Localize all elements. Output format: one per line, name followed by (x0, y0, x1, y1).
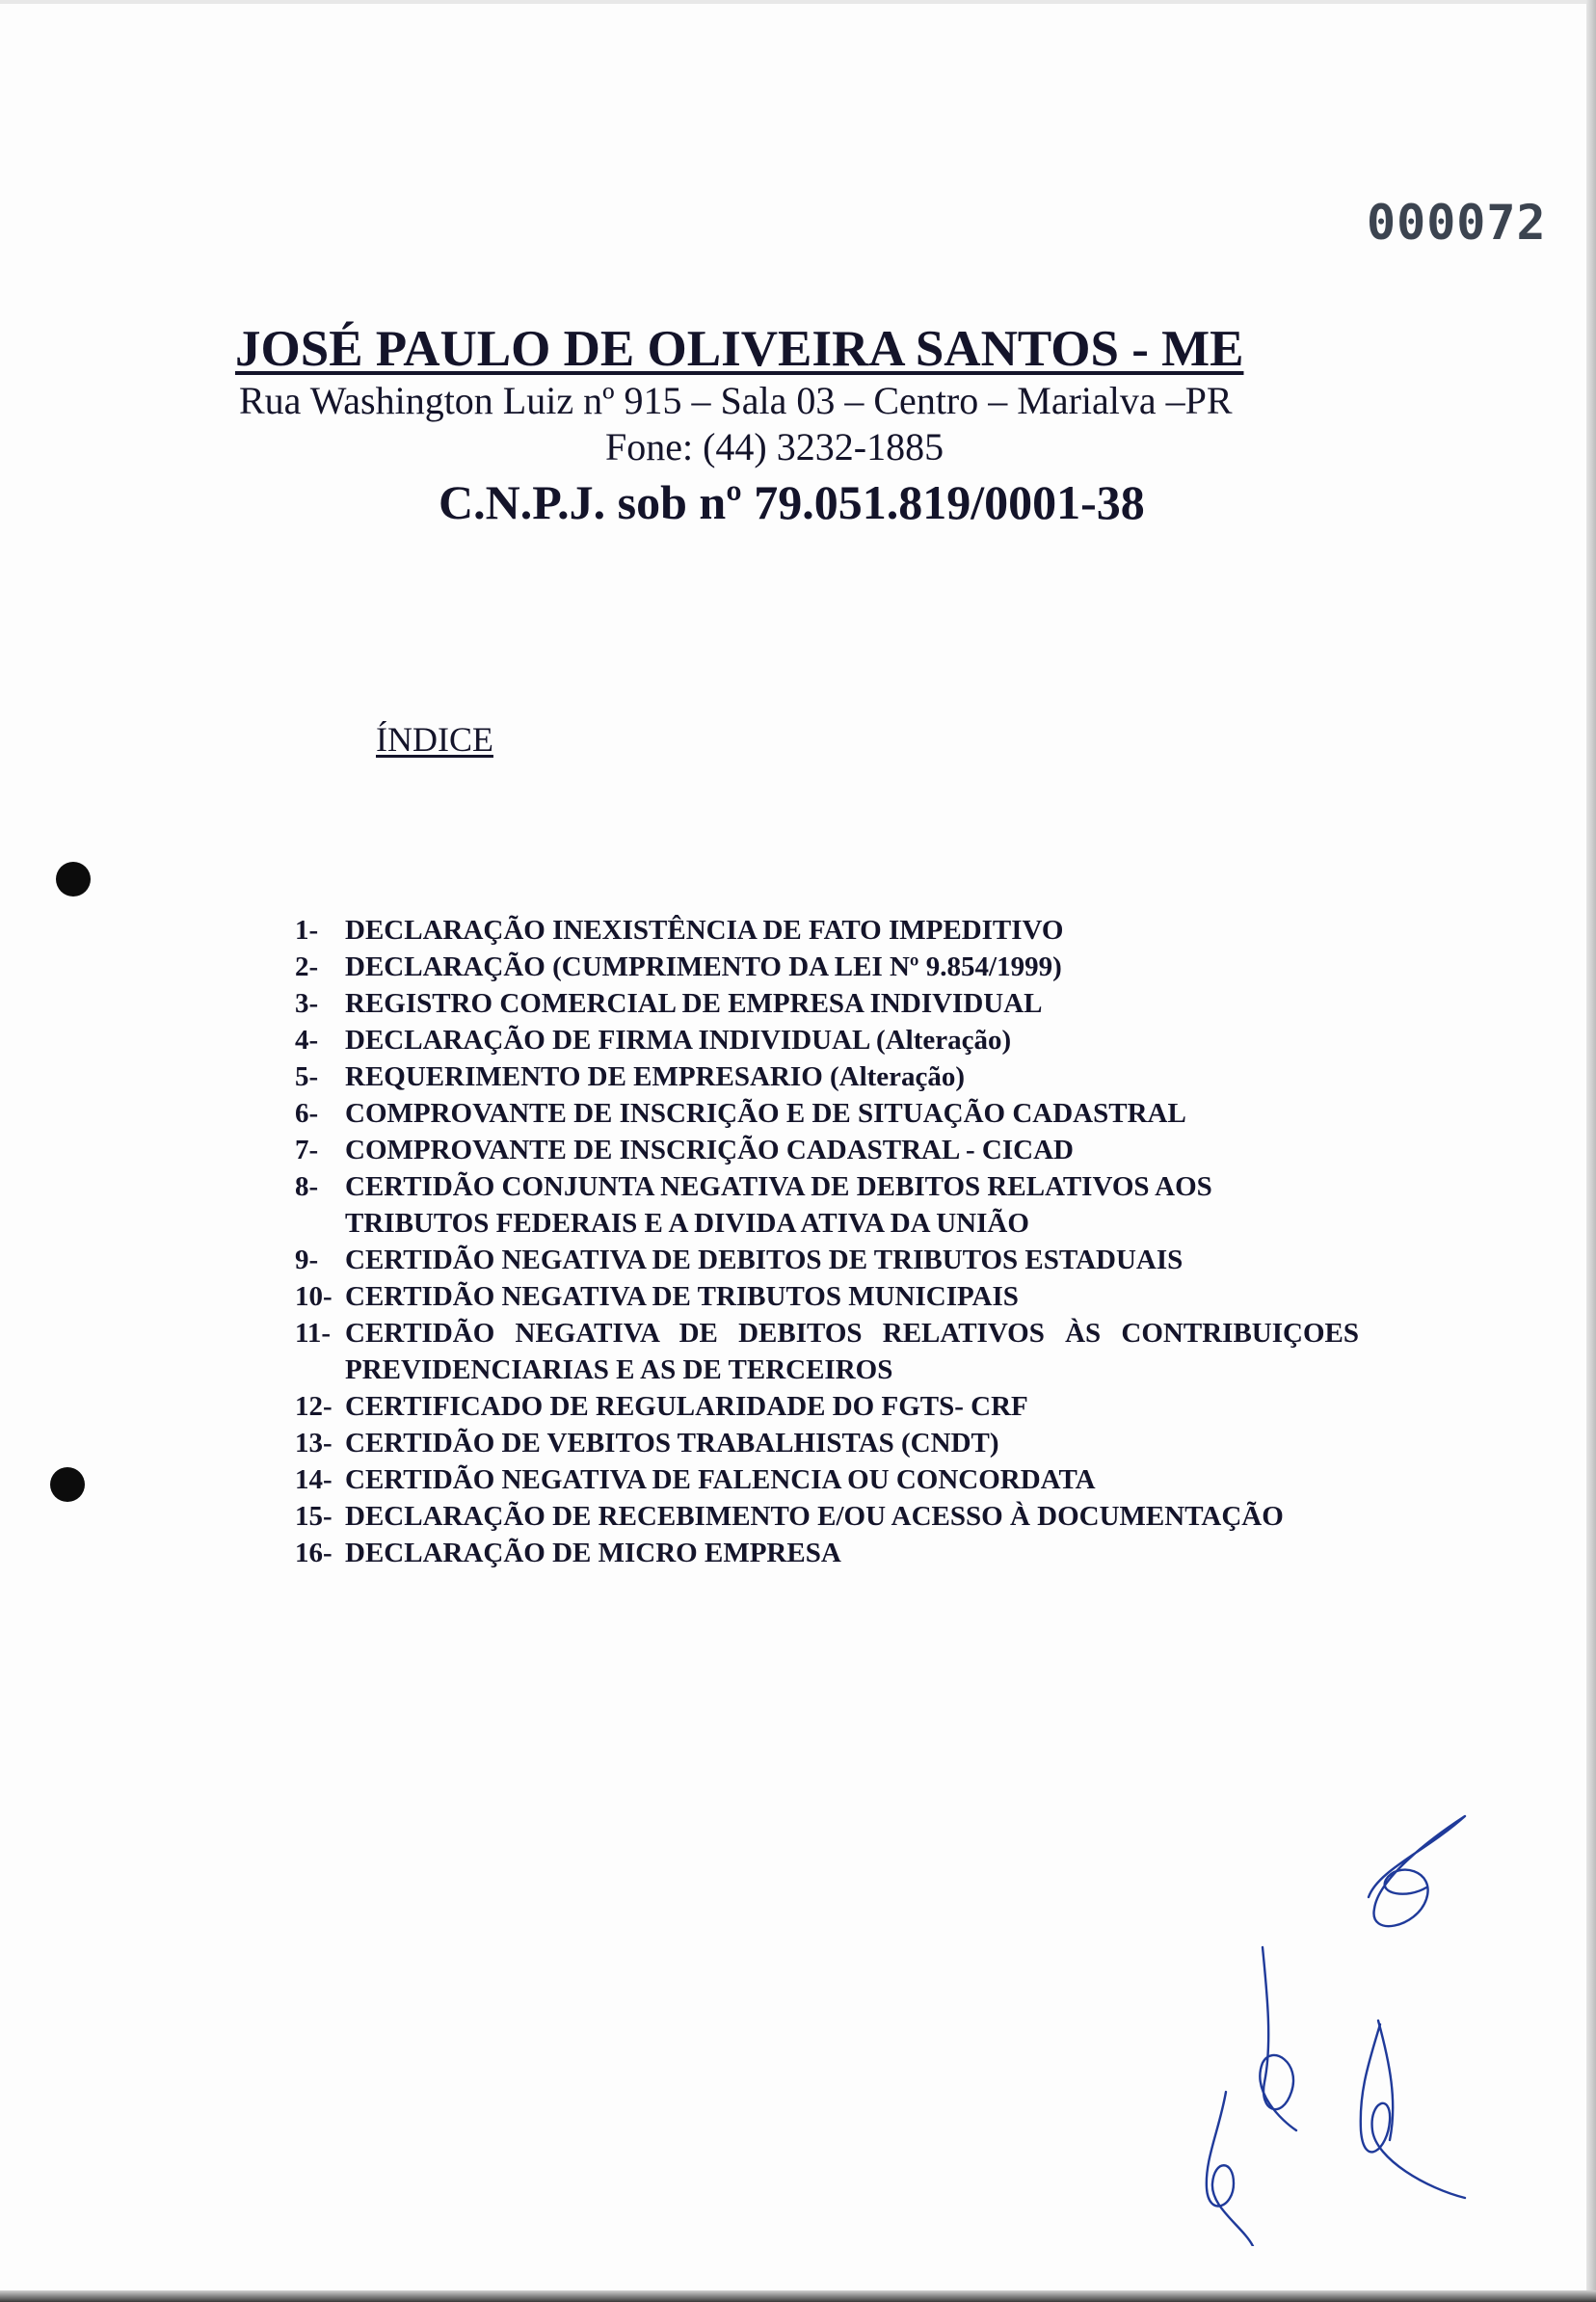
index-item-text: REGISTRO COMERCIAL DE EMPRESA INDIVIDUAL (345, 988, 1043, 1019)
index-item-number: 11- (295, 1318, 332, 1349)
index-list (295, 912, 1359, 1571)
index-item (295, 1242, 1359, 1278)
company-name: JOSÉ PAULO DE OLIVEIRA SANTOS - ME (235, 321, 1244, 377)
index-item-number: 13- (295, 1428, 332, 1459)
index-item-number: 8- (295, 1171, 319, 1202)
company-cnpj: C.N.P.J. sob nº 79.051.819/0001-38 (439, 475, 1145, 529)
index-item-text: CERTIDÃO NEGATIVA DE TRIBUTOS MUNICIPAIS (345, 1281, 1019, 1312)
index-item-number: 14- (295, 1464, 332, 1495)
company-phone: Fone: (44) 3232-1885 (605, 425, 944, 468)
signature-stroke (1361, 2024, 1465, 2198)
scan-edge-top (0, 0, 1596, 4)
index-item-number: 9- (295, 1245, 319, 1275)
index-item (295, 1388, 1359, 1425)
punch-hole (50, 1467, 85, 1502)
index-item-number: 3- (295, 988, 319, 1019)
index-item-number: 7- (295, 1135, 319, 1165)
index-item-text: CERTIDÃO CONJUNTA NEGATIVA DE DEBITOS RELATIVOS AOS TRIBUTOS FEDERAIS E A DIVIDA ATIVA DA UNIÃO (345, 1171, 1212, 1239)
index-item-number: 1- (295, 915, 319, 946)
index-item-number: 4- (295, 1025, 319, 1056)
index-item-text: CERTIFICADO DE REGULARIDADE DO FGTS- CRF (345, 1391, 1028, 1422)
index-item-text: CERTIDÃO NEGATIVA DE DEBITOS DE TRIBUTOS ESTADUAIS (345, 1245, 1184, 1275)
index-item-text: COMPROVANTE DE INSCRIÇÃO E DE SITUAÇÃO CADASTRAL (345, 1098, 1186, 1129)
index-item-text: DECLARAÇÃO DE RECEBIMENTO E/OU ACESSO À DOCUMENTAÇÃO (345, 1501, 1284, 1532)
page-number-stamp: 000072 (1367, 195, 1547, 251)
index-item-number: 2- (295, 951, 319, 982)
index-item-text: COMPROVANTE DE INSCRIÇÃO CADASTRAL - CICAD (345, 1135, 1074, 1165)
index-item-text: DECLARAÇÃO DE FIRMA INDIVIDUAL (Alteração) (345, 1025, 1012, 1056)
signature-stroke (1207, 2092, 1253, 2246)
company-address: Rua Washington Luiz nº 915 – Sala 03 – Centro – Marialva –PR (239, 379, 1233, 422)
signature-stroke (1260, 1947, 1296, 2130)
index-item (295, 1095, 1359, 1132)
index-item (295, 912, 1359, 949)
index-item-number: 6- (295, 1098, 319, 1129)
index-title: ÍNDICE (376, 720, 493, 759)
index-item-text: DECLARAÇÃO DE MICRO EMPRESA (345, 1538, 841, 1568)
index-item-text: CERTIDÃO NEGATIVA DE FALENCIA OU CONCORDATA (345, 1464, 1096, 1495)
index-item-text: CERTIDÃO NEGATIVA DE DEBITOS RELATIVOS ÀS CONTRIBUIÇOES PREVIDENCIARIAS E AS DE TERCEIROS (345, 1318, 1359, 1385)
index-item-text: REQUERIMENTO DE EMPRESARIO (Alteração) (345, 1061, 966, 1092)
scan-edge-bottom (0, 2290, 1596, 2302)
index-item-number: 10- (295, 1281, 332, 1312)
index-item-number: 12- (295, 1391, 332, 1422)
index-item (295, 1168, 1359, 1242)
index-item (295, 1278, 1359, 1315)
index-item (295, 1461, 1359, 1498)
index-item (295, 1132, 1359, 1168)
index-item-text: DECLARAÇÃO INEXISTÊNCIA DE FATO IMPEDITIVO (345, 915, 1064, 946)
signature-stroke (1369, 1816, 1465, 1926)
index-item (295, 1425, 1359, 1461)
index-item-text: DECLARAÇÃO (CUMPRIMENTO DA LEI Nº 9.854/1999) (345, 951, 1062, 982)
index-item-text: CERTIDÃO DE VEBITOS TRABALHISTAS (CNDT) (345, 1428, 999, 1459)
index-item-number: 15- (295, 1501, 332, 1532)
punch-hole (56, 862, 91, 897)
index-item (295, 1535, 1359, 1571)
index-item-number: 5- (295, 1061, 319, 1092)
index-item (295, 1315, 1359, 1388)
index-item (295, 949, 1359, 985)
index-item-number: 16- (295, 1538, 332, 1568)
index-item (295, 1498, 1359, 1535)
scan-edge-right (1586, 0, 1596, 2302)
index-item (295, 1022, 1359, 1058)
handwritten-signatures (1137, 1803, 1484, 2246)
index-item (295, 1058, 1359, 1095)
index-item (295, 985, 1359, 1022)
